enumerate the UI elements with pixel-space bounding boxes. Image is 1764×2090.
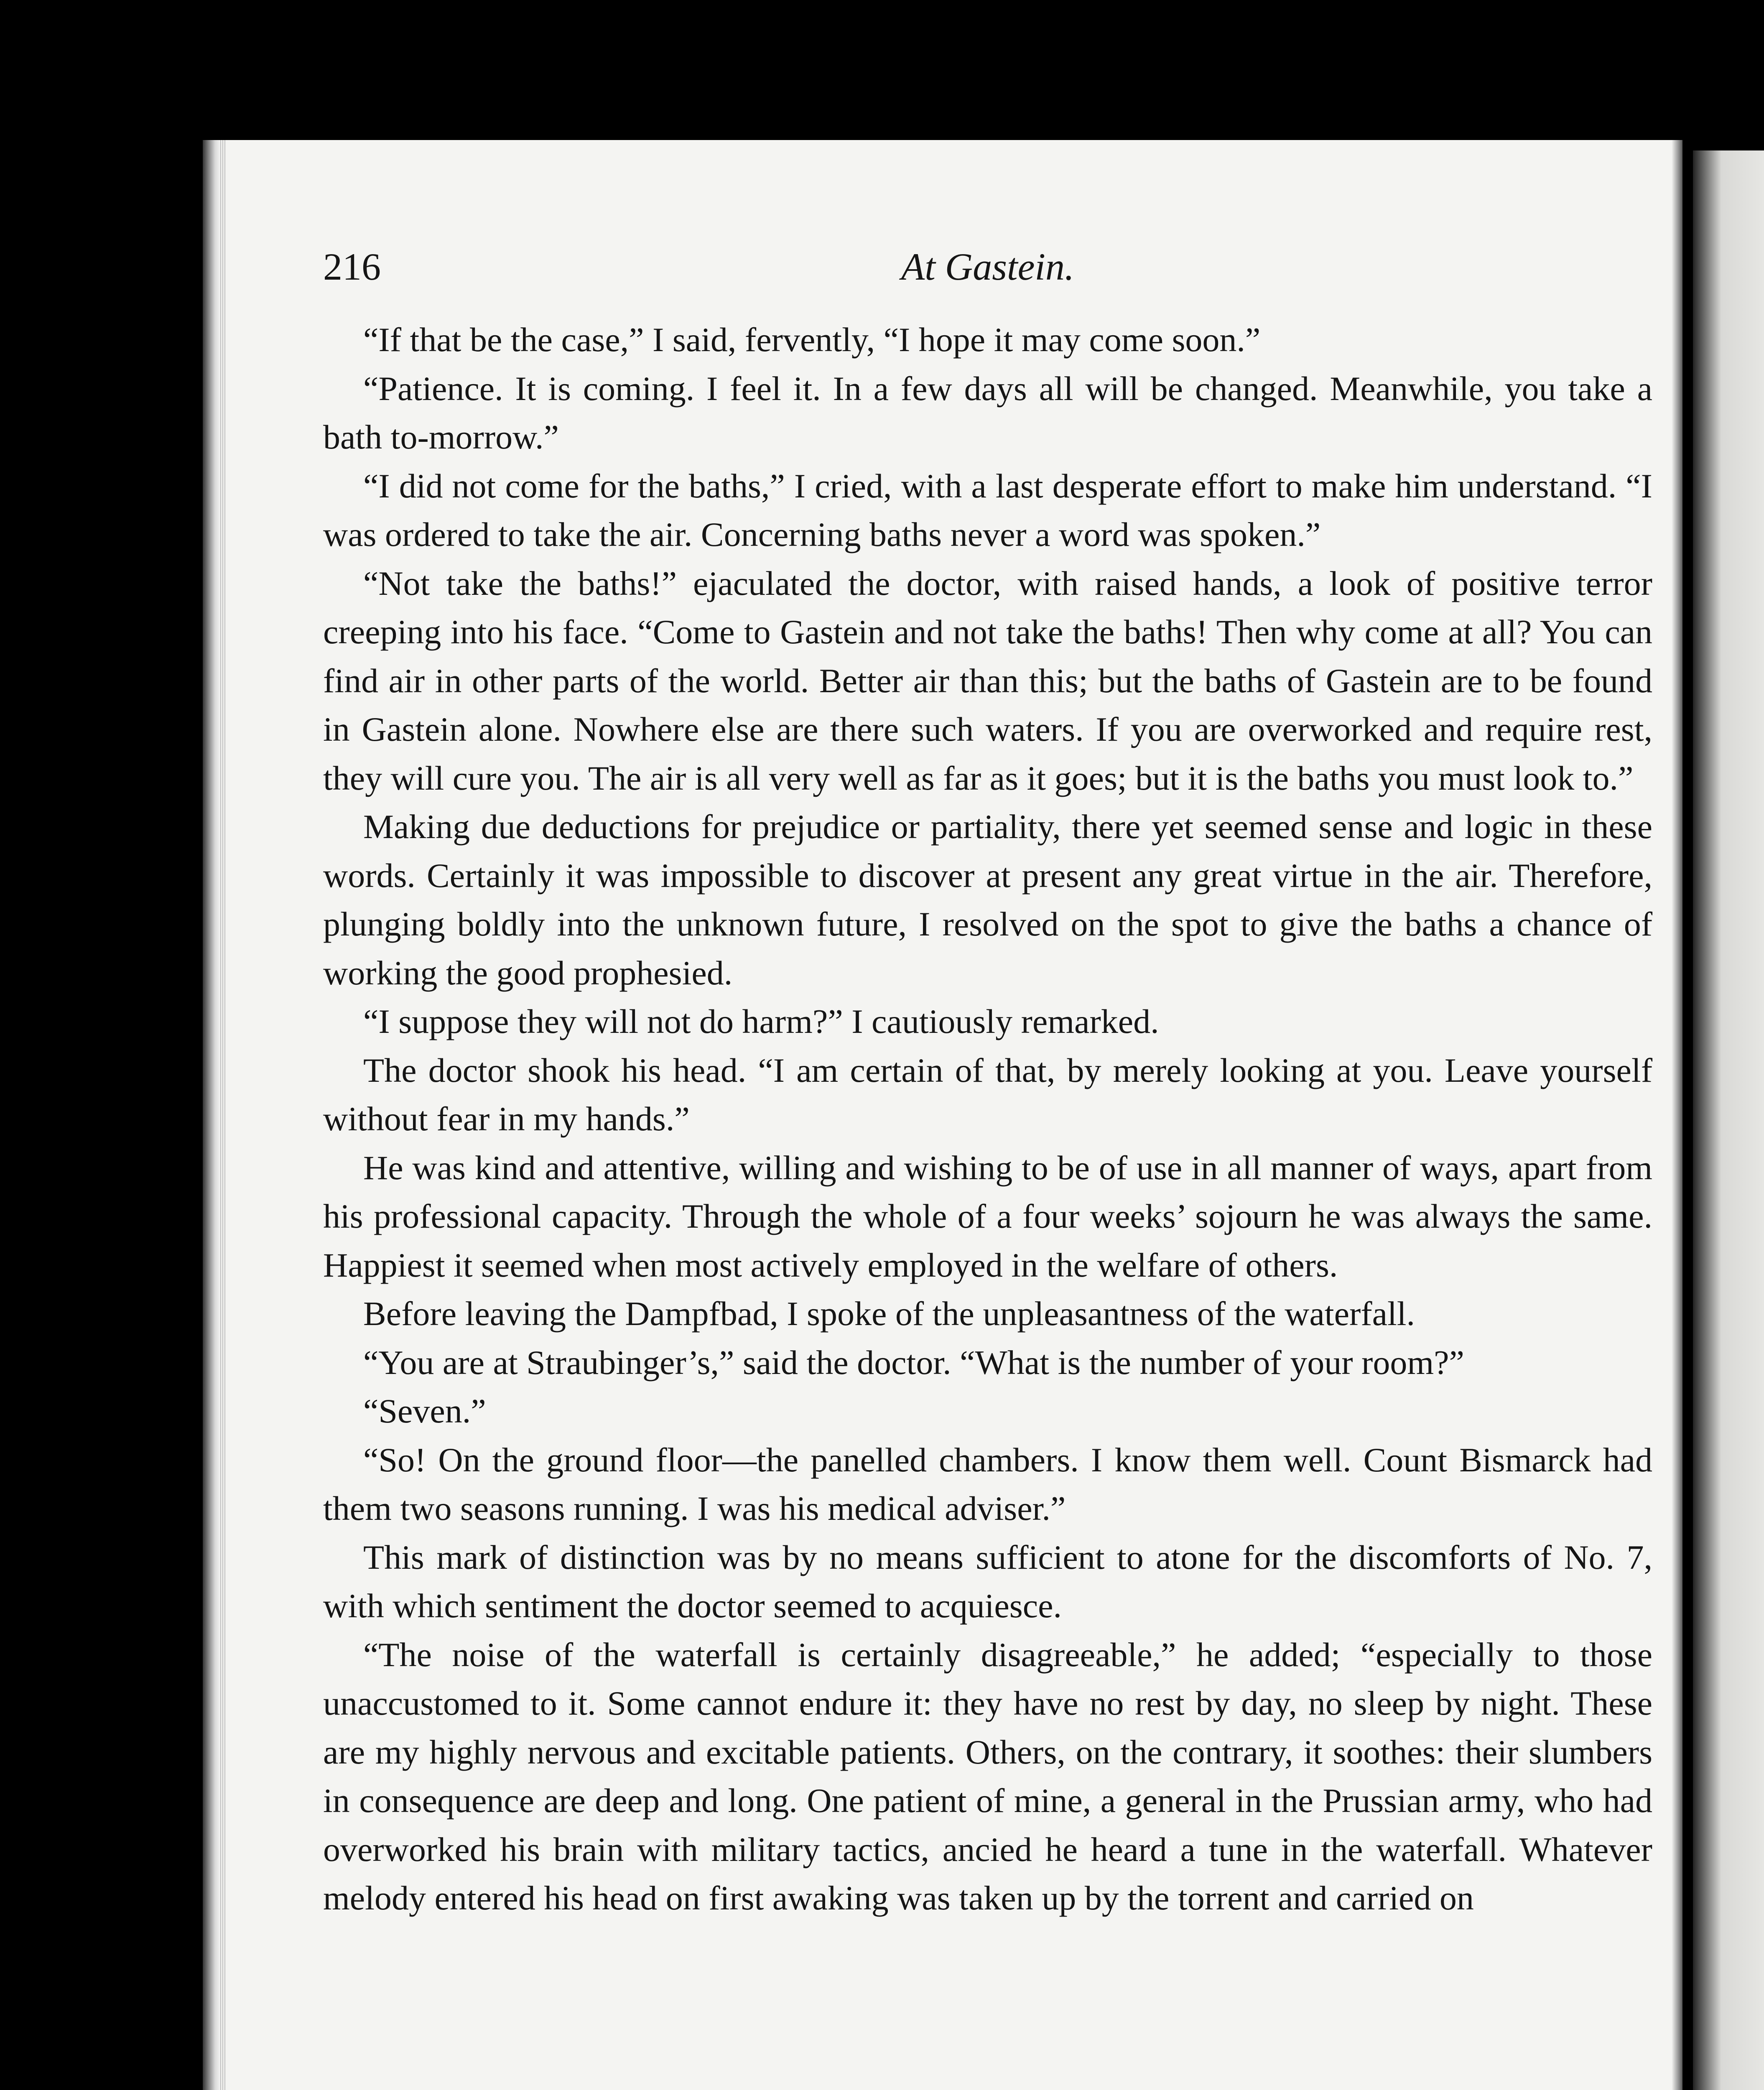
paragraph: “Not take the baths!” ejaculated the doctor, with raised hands, a look of positive terror creeping into his face. “Come to Gastein and not take the baths! Then why come at all? You can find air in other parts of the world. Better air than this; but the baths of Gastein are to be found in Gastein alone. Nowhere else are there such waters. If you are overworked and require rest, they will cure you. The air is all very well as far as it goes; but it is the baths you must look to.” bbox=[323, 564, 1652, 797]
paragraph: This mark of distinction was by no means sufficient to atone for the discomforts of No. 7, with which sentiment the doctor seemed to acquiesce. bbox=[323, 1538, 1652, 1625]
paragraph: “The noise of the waterfall is certainly disagreeable,” he added; “especially to those unaccustomed to it. Some cannot endure it: they have no rest by day, no sleep by night. These are my highly nervous and excitable patients. Others, on the contrary, it soothes: their slumbers in consequence are deep and long. One patient of mine, a general in the Prussian army, who had overworked his brain with military tactics, ancied he heard a tune in the waterfall. Whatever melody entered his head on first awaking was taken up by the torrent and carried on bbox=[323, 1635, 1652, 1917]
paragraph: “I suppose they will not do harm?” I cautiously remarked. bbox=[363, 1002, 1159, 1040]
running-head: At Gastein. bbox=[901, 245, 1074, 288]
book-page bbox=[203, 140, 1682, 2090]
paragraph: “So! On the ground floor—the panelled chambers. I know them well. Count Bismarck had them two seasons running. I was his medical adviser.” bbox=[323, 1440, 1652, 1527]
page-gutter-shadow bbox=[203, 140, 220, 2090]
paragraph: He was kind and attentive, willing and wishing to be of use in all manner of ways, apart from his professional capacity. Through the whole of a four weeks’ sojourn he was always the same. Happiest it seemed when most actively employed in the welfare of others. bbox=[323, 1148, 1652, 1284]
paragraph: “You are at Straubinger’s,” said the doctor. “What is the number of your room?” bbox=[363, 1343, 1464, 1381]
body-text bbox=[323, 316, 1652, 1923]
paragraph: The doctor shook his head. “I am certain of that, by merely looking at you. Leave yourself without fear in my hands.” bbox=[323, 1051, 1652, 1138]
paragraph: Making due deductions for prejudice or partiality, there yet seemed sense and logic in these words. Certainly it was impossible to discover at present any great virtue in the air. Therefore, plunging boldly into the unknown future, I resolved on the spot to give the baths a chance of working the good prophesied. bbox=[323, 808, 1652, 992]
paragraph: “I did not come for the baths,” I cried, with a last desperate effort to make him understand. “I was ordered to take the air. Concerning baths never a word was spoken.” bbox=[323, 466, 1652, 553]
paragraph: Before leaving the Dampfbad, I spoke of the unpleasantness of the waterfall. bbox=[363, 1295, 1415, 1333]
page-right-edge-shadow bbox=[1672, 140, 1682, 2090]
paragraph: “If that be the case,” I said, fervently, “I hope it may come soon.” bbox=[363, 321, 1261, 359]
paragraph: “Patience. It is coming. I feel it. In a few days all will be changed. Meanwhile, you take a bath to-morrow.” bbox=[323, 369, 1652, 456]
facing-page-edge bbox=[1693, 150, 1764, 2090]
page-number: 216 bbox=[323, 245, 381, 288]
page-header bbox=[323, 245, 1652, 299]
binding-stitch-lines bbox=[220, 140, 226, 2090]
paragraph: “Seven.” bbox=[363, 1392, 486, 1430]
